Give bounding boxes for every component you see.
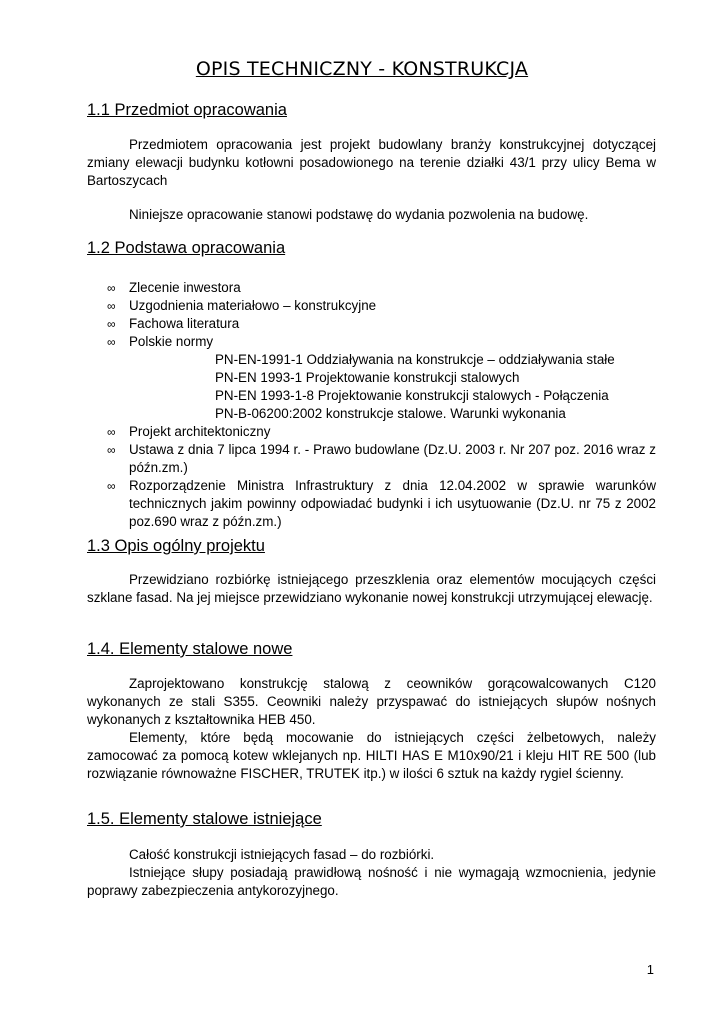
section-heading-1-1: 1.1 Przedmiot opracowania [87, 101, 287, 119]
bullet-icon: ∞ [107, 479, 116, 493]
bullet-icon: ∞ [107, 317, 116, 331]
bullet-icon: ∞ [107, 299, 116, 313]
norm-item: PN-EN-1991-1 Oddziaływania na konstrukcje – oddziaływania stałe [215, 352, 615, 367]
norm-item: PN-EN 1993-1-8 Projektowanie konstrukcji stalowych - Połączenia [215, 388, 609, 403]
basis-list [87, 279, 656, 531]
list-item: ∞ Rozporządzenie Ministra Infrastruktury z dnia 12.04.2002 w sprawie warunków technicznych jakim powinny odpowiadać budynki i ich usytuowanie (Dz.U. nr 75 z 2002 poz.690 wraz z późn.zm.) [107, 478, 656, 529]
paragraph-1-4-a: Zaprojektowano konstrukcję stalową z ceowników gorącowalcowanych C120 wykonanych ze stali S355. Ceowniki należy przyspawać do istniejących słupów nośnych wykonanych z kształtownika HEB 450. [87, 676, 656, 727]
list-item: ∞ Fachowa literatura [107, 316, 240, 331]
section-heading-1-5: 1.5. Elementy stalowe istniejące [87, 810, 322, 828]
section-heading-1-2: 1.2 Podstawa opracowania [87, 239, 286, 257]
list-item: ∞ Polskie normy PN-EN-1991-1 Oddziaływania na konstrukcje – oddziaływania stałe PN-EN 1993-1 Projektowanie konstrukcji stalowych PN-EN 1993-1-8 Projektowanie konstrukcji stalowych - Połączenia PN-B-06200:2002 konstrukcje stalowe. Warunki wykonania [87, 333, 656, 423]
page-number: 1 [646, 962, 654, 977]
norm-item: PN-EN 1993-1 Projektowanie konstrukcji stalowych [215, 370, 520, 385]
section-heading-1-3: 1.3 Opis ogólny projektu [87, 537, 265, 555]
paragraph-1-5-b: Istniejące słupy posiadają prawidłową nośność i nie wymagają wzmocnienia, jedynie poprawy zabezpieczenia antykorozyjnego. [87, 865, 656, 898]
document-title: OPIS TECHNICZNY - KONSTRUKCJA [195, 58, 529, 80]
section-heading-1-4: 1.4. Elementy stalowe nowe [87, 640, 293, 658]
paragraph-1-4-b: Elementy, które będą mocowanie do istniejących części żelbetowych, należy zamocować za pomocą kotew wklejanych np. HILTI HAS E M10x90/21 i kleju HIT RE 500 (lub rozwiązanie równoważne FISCHER, TRUTEK itp.) w ilości 6 sztuk na każdy rygiel ścienny. [87, 730, 656, 781]
paragraph-1-1-a: Przedmiotem opracowania jest projekt budowlany branży konstrukcyjnej dotyczącej zmiany elewacji budynku kotłowni posadowionego na terenie działki 43/1 przy ulicy Bema w Bartoszycach [87, 137, 656, 188]
paragraph-1-3: Przewidziano rozbiórkę istniejącego przeszklenia oraz elementów mocujących części szklane fasad. Na jej miejsce przewidziano wykonanie nowej konstrukcji utrzymującej elewację. [87, 572, 656, 605]
list-item: ∞ Uzgodnienia materiałowo – konstrukcyjne [107, 298, 377, 313]
bullet-icon: ∞ [107, 443, 116, 457]
bullet-icon: ∞ [107, 281, 116, 295]
list-item: ∞ Zlecenie inwestora [107, 280, 241, 295]
bullet-icon: ∞ [107, 335, 116, 349]
bullet-icon: ∞ [107, 425, 116, 439]
list-item: ∞ Ustawa z dnia 7 lipca 1994 r. - Prawo budowlane (Dz.U. 2003 r. Nr 207 poz. 2016 wraz z późn.zm.) [107, 442, 656, 475]
list-item: ∞ Projekt architektoniczny [107, 424, 271, 439]
norm-item: PN-B-06200:2002 konstrukcje stalowe. Warunki wykonania [215, 406, 566, 421]
paragraph-1-1-b: Niniejsze opracowanie stanowi podstawę do wydania pozwolenia na budowę. [129, 207, 589, 222]
paragraph-1-5-a: Całość konstrukcji istniejących fasad – do rozbiórki. [129, 847, 435, 862]
